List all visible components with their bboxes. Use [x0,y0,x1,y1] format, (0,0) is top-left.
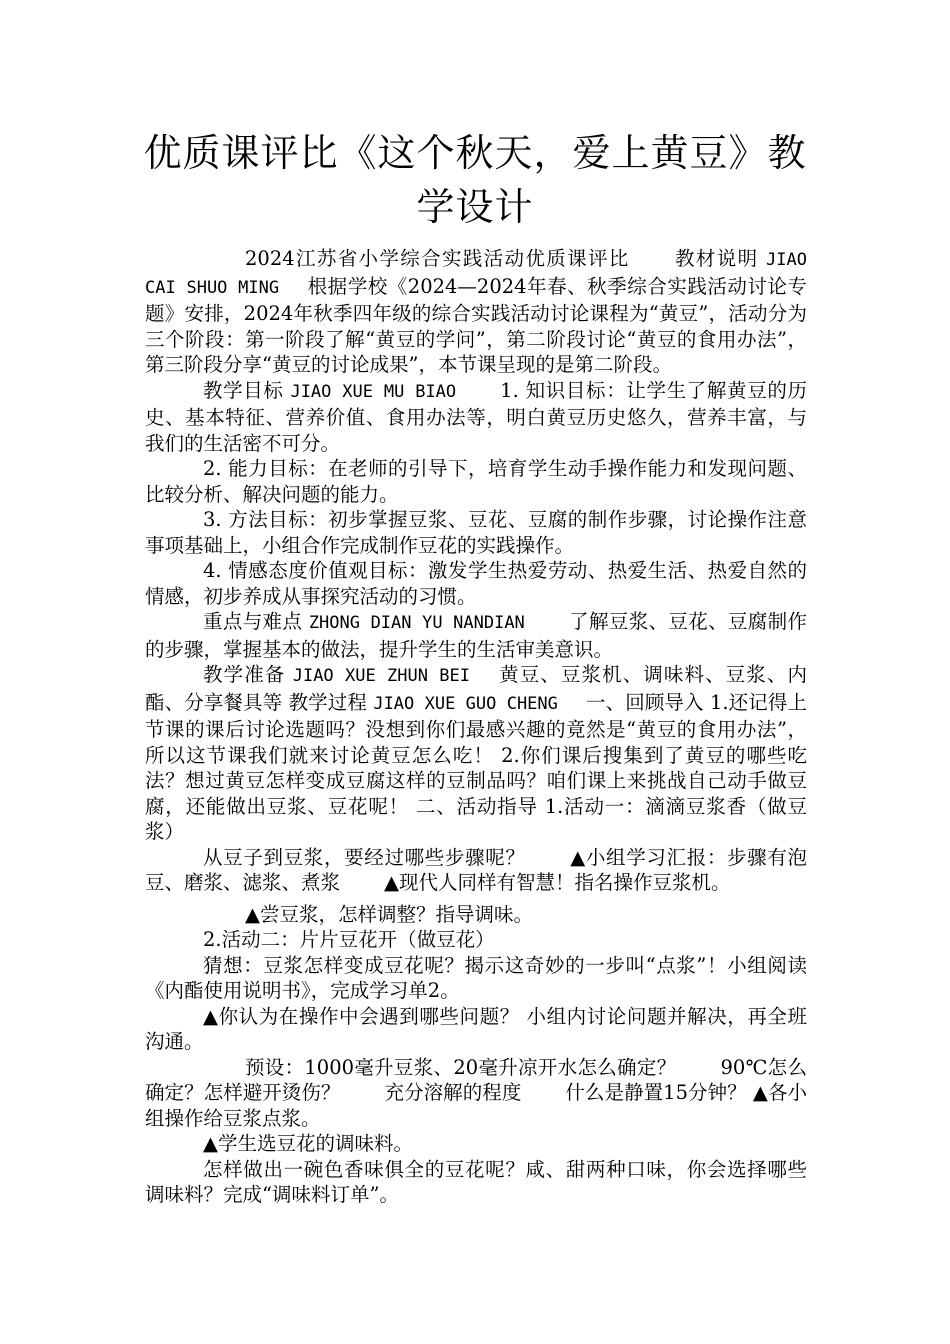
preset-temperature: 90℃怎么确定？怎样避开烫伤？ [145,1055,807,1104]
section-pinyin-key-points: ZHONG DIAN YU NANDIAN [308,613,525,633]
key-points-text: 了解豆浆、豆花、豆腐制作的步骤，掌握基本的做法，提升学生的生活审美意识。 [145,610,807,661]
paragraph-key-points [145,609,807,662]
goal-emotion: 4. 情感态度价值观目标：激发学生热爱劳动、热爱生活、热爱自然的情感，初步养成从事探究活动的习惯。 [145,559,807,608]
activity-one-report: ▲小组学习汇报：步骤有泡豆、磨浆、滤浆、煮浆 [145,845,807,894]
textbook-description: 根据学校《2024—2024年春、秋季综合实践活动讨论专题》安排，2024年秋季四年级的综合实践活动讨论课程为“黄豆”，活动分为三个阶段：第一阶段了解“黄豆的学问”，第二阶段讨论“黄豆的食用办法”，第三阶段分享“黄豆的讨论成果”，本节课呈现的是第二阶段。 [145,274,807,376]
section-heading-process: 教学过程 [288,690,368,714]
seasoning-choice: ▲学生选豆花的调味料。 [203,1132,413,1155]
document-title: 优质课评比《这个秋天，爱上黄豆》教学设计 [143,131,807,229]
seasoning-order: 怎样做出一碗色香味俱全的豆花呢？咸、甜两种口味，你会选择哪些调味料？完成“调味料订单”。 [145,1157,807,1206]
section-heading-textbook: 教材说明 [673,247,759,270]
activity-one-question: 从豆子到豆浆，要经过哪些步骤呢？ [203,845,526,869]
activity-one-taste: ▲尝豆浆，怎样调整？指导调味。 [245,902,533,926]
preparation-materials: 黄豆、豆浆机、调味料、豆浆、内酯、分享餐具等 [145,663,807,714]
preset-dissolve: 充分溶解的程度 [384,1081,522,1104]
section-pinyin-textbook: JIAO CAI SHUO MING [145,250,807,298]
paragraph-intro [145,246,807,378]
activity-two-heading: 2.活动二：片片豆花开（做豆花） [203,928,495,951]
activity-two-guess: 猜想：豆浆怎样变成豆花呢？揭示这奇妙的一步叫“点浆”！小组阅读《内酯使用说明书》，完成学习单2。 [145,953,807,1002]
process-review-text: 一、回顾导入 1.还记得上节课的课后讨论选题吗？没想到你们最感兴趣的竟然是“黄豆的食用办法”，所以这节课我们就来讨论黄豆怎么吃！ 2.你们课后搜集到了黄豆的哪些吃法？想过黄豆怎样变成豆腐这样的豆制品吗？咱们课上来挑战自己动手做豆腐，还能做出豆浆、豆花呢！ 二、活动指导 1.活动一：滴滴豆浆香（做豆浆） [145,690,807,843]
competition-line: 2024江苏省小学综合实践活动优质课评比 [245,247,630,270]
section-heading-goals: 教学目标 [203,378,284,402]
goal-knowledge: 1. 知识目标：让学生了解黄豆的历史、基本特征、营养价值、食用办法等，明白黄豆历史悠久，营养丰富，与我们的生活密不可分。 [145,378,807,455]
goal-method: 3. 方法目标：初步掌握豆浆、豆花、豆腐的制作步骤，讨论操作注意事项基础上，小组合作完成制作豆花的实践操作。 [145,508,807,557]
paragraph-activity-one [145,845,807,896]
paragraph-preparation-process [145,662,807,845]
activity-one-machine: ▲现代人同样有智慧！指名操作豆浆机。 [384,871,731,894]
paragraph-presets [145,1055,807,1132]
preset-rest: 什么是静置15分钟？ ▲各小组操作给豆浆点浆。 [145,1081,807,1130]
goal-ability: 2. 能力目标：在老师的引导下，培育学生动手操作能力和发现问题、比较分析、解决问题的能力。 [145,457,807,506]
section-heading-key-points: 重点与难点 [203,610,303,633]
section-pinyin-preparation: JIAO XUE ZHUN BEI [292,666,471,686]
section-heading-preparation: 教学准备 [203,663,286,686]
document-body [145,246,807,1208]
section-pinyin-goals: JIAO XUE MU BIAO [290,381,457,402]
section-pinyin-process: JIAO XUE GUO CHENG [373,693,558,714]
paragraph-goals [145,378,807,457]
preset-volume: 预设：1000毫升豆浆、20毫升凉开水怎么确定？ [245,1055,677,1079]
activity-two-problems: ▲你认为在操作中会遇到哪些问题？ 小组内讨论问题并解决，再全班沟通。 [145,1004,807,1053]
